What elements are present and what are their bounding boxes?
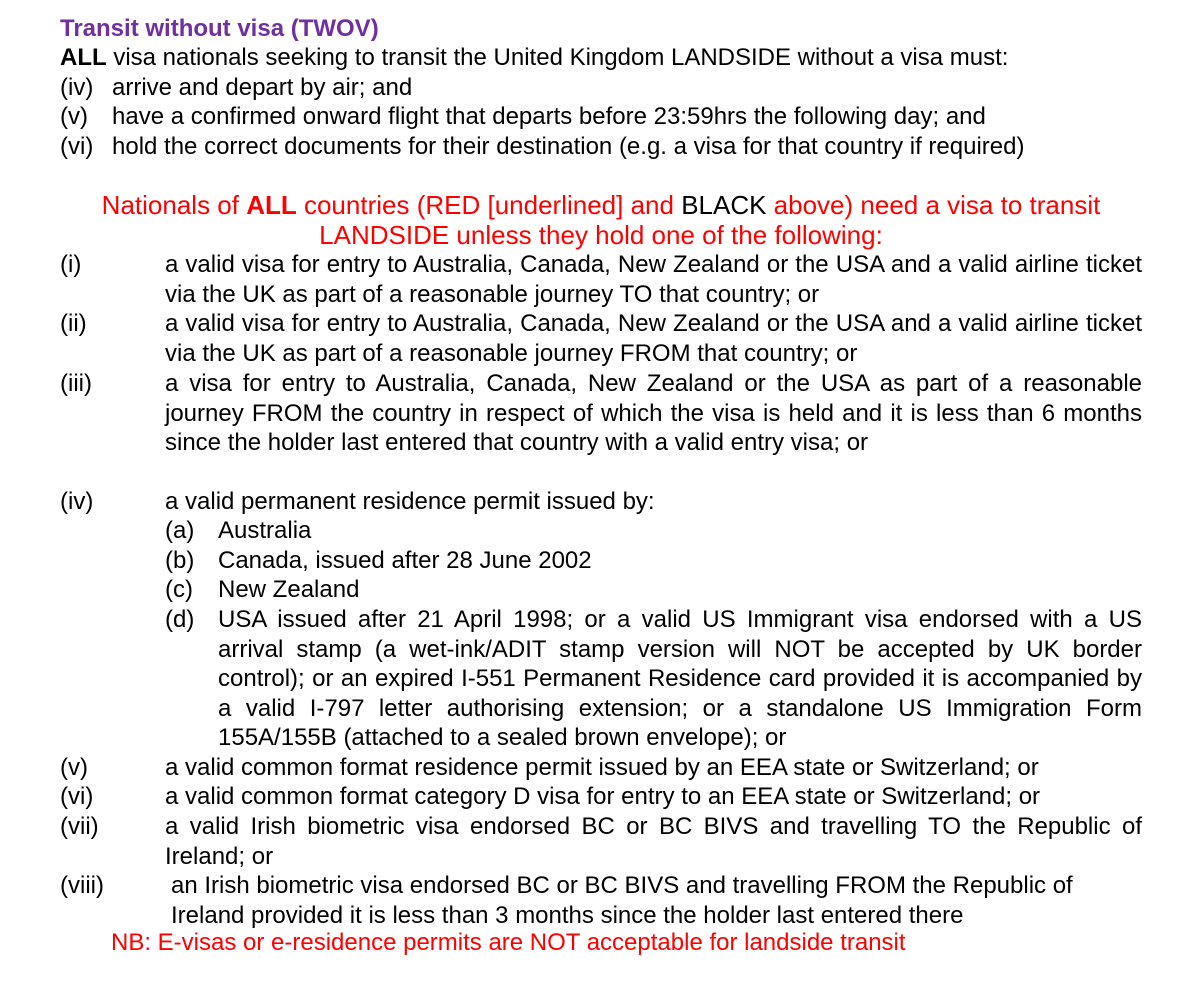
condition-item <box>60 102 986 132</box>
condition-number: (iv) <box>60 74 94 101</box>
exemption-item <box>60 812 1142 871</box>
banner-text-3: above) need a visa to transit LANDSIDE unless they hold one of the following: <box>319 190 1101 250</box>
exemption-item <box>60 871 1142 930</box>
exemption-item <box>60 487 1142 517</box>
exemption-item <box>60 782 1142 812</box>
condition-number: (v) <box>60 103 88 130</box>
exemption-text: a valid permanent residence permit issued by: <box>165 488 655 515</box>
exemption-text: a valid common format category D visa for entry to an EEA state or Switzerland; or <box>165 783 1041 810</box>
exemption-text: an Irish biometric visa endorsed BC or BC BIVS and travelling FROM the Republic of Ireland provided it is less than 3 months since the holder last entered there <box>171 872 1073 929</box>
permit-country-text: New Zealand <box>218 576 360 603</box>
permit-country-item <box>165 575 1142 605</box>
intro-text: visa nationals seeking to transit the United Kingdom LANDSIDE without a visa must: <box>106 44 1009 71</box>
exemption-number: (vii) <box>60 813 99 840</box>
nb-note: NB: E-visas or e-residence permits are NOT acceptable for landside transit <box>111 929 906 956</box>
banner-black-word: BLACK <box>681 190 767 220</box>
condition-number: (vi) <box>60 133 94 160</box>
permit-country-text: Australia <box>218 517 312 544</box>
exemption-text: a valid common format residence permit issued by an EEA state or Switzerland; or <box>165 754 1039 781</box>
permit-country-letter: (c) <box>165 576 193 603</box>
exemption-number: (ii) <box>60 310 87 337</box>
exemption-number: (iii) <box>60 370 92 397</box>
permit-country-text: Canada, issued after 28 June 2002 <box>218 547 592 574</box>
permit-country-item <box>165 605 1142 753</box>
permit-country-letter: (b) <box>165 547 195 574</box>
exemption-text: a valid visa for entry to Australia, Canada, New Zealand or the USA and a valid airline ticket via the UK as part of a reasonable journey FROM that country; or <box>165 310 1142 367</box>
banner-emphasis: ALL <box>246 190 297 220</box>
exemption-number: (i) <box>60 251 82 278</box>
exemption-item <box>60 250 1142 309</box>
section-heading: Transit without visa (TWOV) <box>60 15 379 42</box>
banner-text-1: Nationals of <box>101 190 247 220</box>
condition-text: arrive and depart by air; and <box>112 74 413 101</box>
exemption-number: (v) <box>60 754 88 781</box>
condition-text: have a confirmed onward flight that departs before 23:59hrs the following day; and <box>112 103 986 130</box>
permit-country-letter: (a) <box>165 517 195 544</box>
transit-visa-banner <box>60 190 1142 250</box>
exemption-text: a visa for entry to Australia, Canada, New Zealand or the USA as part of a reasonable journey FROM the country in respect of which the visa is held and it is less than 6 months since the holder last entered that country with a valid entry visa; or <box>165 370 1142 457</box>
exemption-item <box>60 369 1142 458</box>
exemption-item <box>60 753 1142 783</box>
banner-text-2: countries (RED [underlined] and <box>296 190 682 220</box>
condition-item <box>60 73 412 103</box>
condition-item <box>60 132 1024 162</box>
exemption-number: (iv) <box>60 488 94 515</box>
exemption-item <box>60 309 1142 368</box>
permit-country-item <box>165 516 1142 546</box>
exemption-number: (vi) <box>60 783 94 810</box>
condition-text: hold the correct documents for their destination (e.g. a visa for that country if required) <box>112 133 1025 160</box>
permit-country-text: USA issued after 21 April 1998; or a valid US Immigrant visa endorsed with a US arrival stamp (a wet-ink/ADIT stamp version will NOT be accepted by UK border control); or an expired I-551 Permanent Residence card provided it is accompanied by a valid I-797 letter authorising extension; or a standalone US Immigration Form 155A/155B (attached to a sealed brown envelope); or <box>218 606 1142 752</box>
permit-country-item <box>165 546 1142 576</box>
exemption-text: a valid visa for entry to Australia, Canada, New Zealand or the USA and a valid airline ticket via the UK as part of a reasonable journey TO that country; or <box>165 251 1142 308</box>
exemption-number: (viii) <box>60 872 104 899</box>
exemption-text: a valid Irish biometric visa endorsed BC or BC BIVS and travelling TO the Republic of Ireland; or <box>165 813 1142 870</box>
intro-sentence <box>60 43 1008 73</box>
permit-country-letter: (d) <box>165 606 195 633</box>
intro-emphasis: ALL <box>60 44 107 71</box>
